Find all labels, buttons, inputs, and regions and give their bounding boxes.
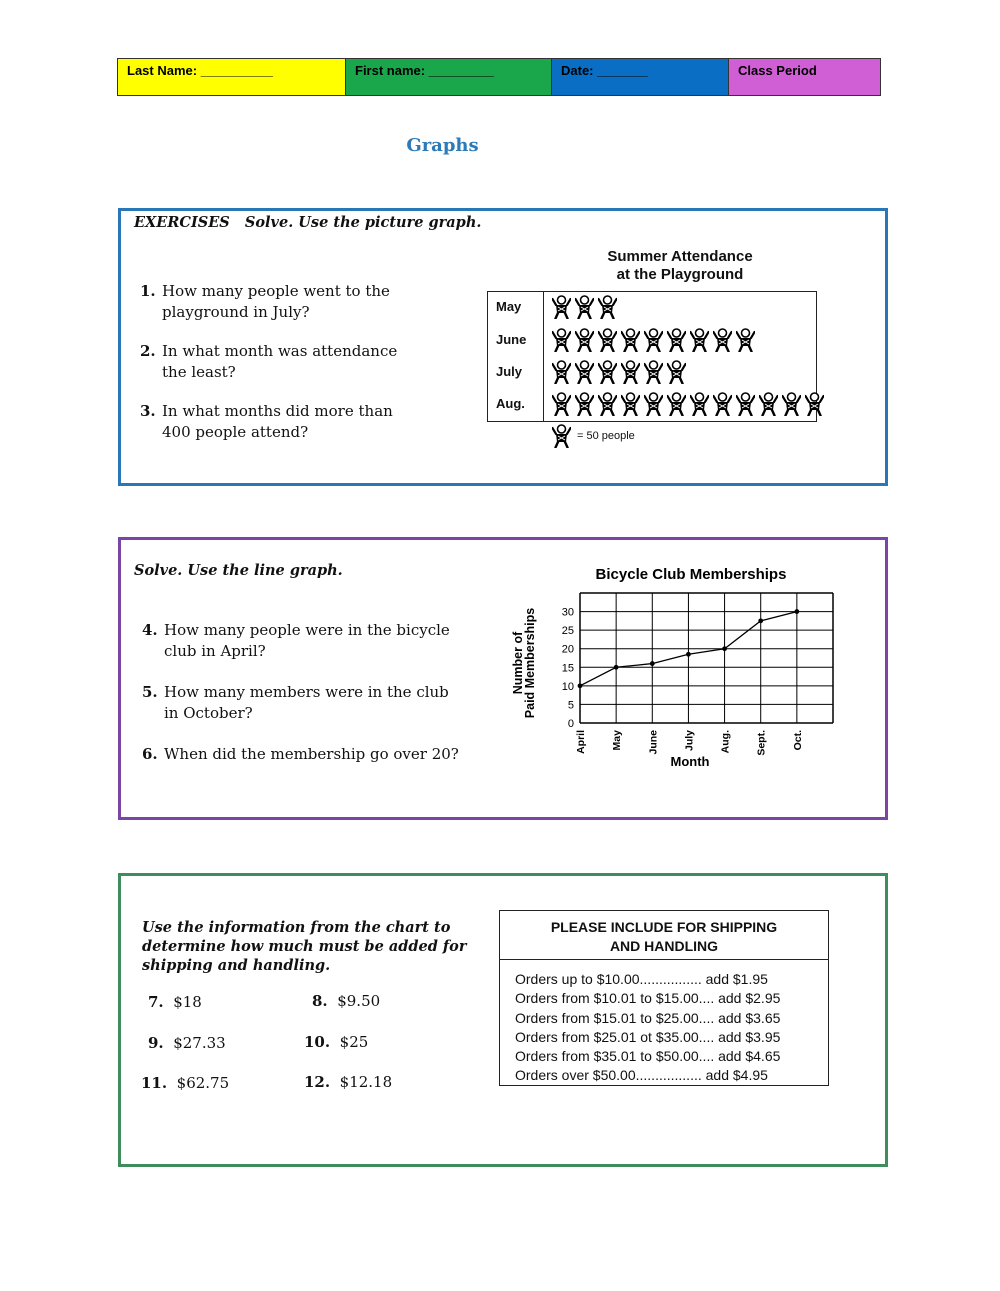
pictograph-figures bbox=[552, 360, 686, 384]
data-point bbox=[758, 618, 763, 623]
shipping-table-rows bbox=[500, 960, 828, 1086]
pictograph bbox=[487, 291, 817, 422]
y-axis-ticks bbox=[562, 607, 574, 730]
person-icon bbox=[552, 424, 571, 448]
date-field[interactable]: Date: _______ bbox=[552, 59, 729, 95]
section1-instruction bbox=[134, 214, 481, 231]
header-line: PLEASE INCLUDE FOR SHIPPING bbox=[550, 919, 778, 935]
problem-10 bbox=[304, 1032, 368, 1053]
person-icon bbox=[575, 392, 594, 416]
person-icon bbox=[667, 328, 686, 352]
person-icon bbox=[644, 392, 663, 416]
person-icon bbox=[598, 328, 617, 352]
problem-value: $62.75 bbox=[176, 1074, 230, 1092]
question-text: When did the membership go over 20? bbox=[164, 745, 459, 763]
question-text: How many people went to the bbox=[162, 282, 390, 300]
question-1 bbox=[140, 281, 390, 323]
x-tick-label: Oct. bbox=[791, 730, 804, 751]
y-tick-label: 15 bbox=[561, 662, 574, 675]
problem-value: $25 bbox=[339, 1033, 369, 1051]
y-axis-label-line1: Number of bbox=[511, 631, 525, 695]
question-5 bbox=[142, 682, 449, 724]
question-4 bbox=[142, 620, 450, 662]
person-icon bbox=[575, 360, 594, 384]
section3-instruction bbox=[142, 918, 466, 975]
person-icon bbox=[552, 360, 571, 384]
person-icon bbox=[621, 360, 640, 384]
pictograph-figures bbox=[552, 392, 824, 416]
x-axis-label: Month bbox=[670, 754, 710, 769]
pictograph-title-line2: at the Playground bbox=[616, 266, 744, 283]
first-name-field[interactable]: First name: _________ bbox=[346, 59, 552, 95]
pictograph-figures bbox=[552, 295, 617, 319]
last-name-field[interactable]: Last Name: __________ bbox=[118, 59, 346, 95]
problem-11 bbox=[141, 1073, 229, 1094]
instruction-text: Solve. Use the picture graph. bbox=[244, 214, 482, 231]
data-point bbox=[686, 652, 691, 657]
pictograph-title bbox=[560, 248, 800, 284]
y-tick-label: 5 bbox=[567, 699, 574, 712]
question-text: In what month was attendance bbox=[162, 342, 398, 360]
problem-9 bbox=[148, 1033, 226, 1054]
question-number: 3. bbox=[140, 402, 156, 420]
problem-value: $12.18 bbox=[339, 1073, 393, 1091]
page-title: Graphs bbox=[406, 135, 479, 156]
person-icon bbox=[736, 328, 755, 352]
pictograph-row-july bbox=[488, 357, 816, 389]
exercises-label: EXERCISES bbox=[134, 214, 230, 231]
problem-7 bbox=[148, 992, 202, 1013]
problem-number: 12. bbox=[304, 1073, 331, 1091]
question-text: How many members were in the club bbox=[164, 683, 449, 701]
x-tick-label: May bbox=[611, 730, 624, 751]
x-tick-label: Sept. bbox=[755, 730, 768, 756]
person-icon bbox=[575, 328, 594, 352]
problem-number: 8. bbox=[312, 992, 328, 1010]
month-label: Aug. bbox=[496, 396, 525, 411]
instruction-line: Use the information from the chart to bbox=[142, 919, 451, 936]
question-3 bbox=[140, 401, 393, 443]
shipping-row: Orders over $50.00................. add $4.95 bbox=[515, 1067, 768, 1084]
person-icon bbox=[690, 328, 709, 352]
person-icon bbox=[644, 360, 663, 384]
pictograph-row-may bbox=[488, 292, 816, 324]
person-icon bbox=[805, 392, 824, 416]
question-text: in October? bbox=[164, 704, 253, 722]
pictograph-legend bbox=[552, 424, 635, 448]
question-6 bbox=[142, 744, 459, 765]
y-tick-label: 10 bbox=[561, 680, 574, 693]
person-icon bbox=[598, 392, 617, 416]
person-icon bbox=[552, 328, 571, 352]
shipping-row: Orders from $25.01 ot $35.00.... add $3.95 bbox=[515, 1028, 781, 1045]
student-info-header bbox=[117, 58, 881, 96]
y-tick-label: 0 bbox=[567, 718, 574, 730]
problem-value: $27.33 bbox=[173, 1034, 226, 1052]
section2-instruction: Solve. Use the line graph. bbox=[134, 562, 343, 579]
person-icon bbox=[598, 360, 617, 384]
person-icon bbox=[736, 392, 755, 416]
data-point bbox=[722, 646, 727, 651]
pictograph-row-june bbox=[488, 325, 816, 357]
person-icon bbox=[644, 328, 663, 352]
month-label: May bbox=[496, 299, 522, 314]
header-line: AND HANDLING bbox=[609, 938, 719, 954]
instruction-line: shipping and handling. bbox=[142, 957, 331, 974]
shipping-table bbox=[499, 910, 829, 1086]
pictograph-title-line1: Summer Attendance bbox=[607, 248, 753, 265]
person-icon bbox=[690, 392, 709, 416]
shipping-row: Orders from $35.01 to $50.00.... add $4.65 bbox=[515, 1048, 781, 1065]
x-axis-ticks bbox=[575, 730, 804, 756]
question-number: 2. bbox=[140, 342, 156, 360]
month-label: July bbox=[496, 364, 523, 379]
line-chart-title: Bicycle Club Memberships bbox=[595, 566, 787, 583]
shipping-row: Orders up to $10.00................ add $1.95 bbox=[515, 971, 768, 987]
person-icon bbox=[552, 392, 571, 416]
question-text: In what months did more than bbox=[162, 402, 393, 420]
line-chart bbox=[500, 560, 850, 775]
problem-number: 7. bbox=[148, 993, 164, 1011]
question-number: 5. bbox=[142, 683, 158, 701]
person-icon bbox=[759, 392, 778, 416]
data-point bbox=[578, 683, 583, 688]
month-label: June bbox=[496, 332, 527, 347]
data-point bbox=[794, 609, 799, 614]
question-number: 1. bbox=[140, 282, 156, 300]
problem-8 bbox=[312, 991, 380, 1012]
problem-number: 11. bbox=[141, 1074, 168, 1092]
pictograph-row-aug bbox=[488, 389, 816, 421]
problem-number: 9. bbox=[148, 1034, 164, 1052]
person-icon bbox=[598, 295, 617, 319]
problem-value: $18 bbox=[173, 993, 202, 1011]
person-icon bbox=[713, 328, 732, 352]
pictograph-figures bbox=[552, 328, 755, 352]
shipping-table-header bbox=[500, 911, 828, 960]
person-icon bbox=[575, 295, 594, 319]
x-tick-label: June bbox=[647, 730, 660, 755]
data-point bbox=[650, 661, 655, 666]
person-icon bbox=[667, 360, 686, 384]
x-tick-label: April bbox=[575, 730, 587, 754]
question-text: 400 people attend? bbox=[162, 423, 309, 441]
question-text: playground in July? bbox=[162, 303, 310, 321]
person-icon bbox=[552, 295, 571, 319]
question-text: How many people were in the bicycle bbox=[164, 621, 450, 639]
shipping-row: Orders from $15.01 to $25.00.... add $3.65 bbox=[515, 1009, 781, 1026]
class-period-field[interactable]: Class Period bbox=[729, 59, 880, 95]
y-tick-label: 30 bbox=[561, 606, 574, 619]
y-tick-label: 20 bbox=[561, 643, 574, 656]
person-icon bbox=[621, 392, 640, 416]
question-number: 4. bbox=[142, 621, 158, 639]
question-2 bbox=[140, 341, 397, 383]
x-tick-label: July bbox=[683, 730, 696, 752]
y-axis-label-line2: Paid Memberships bbox=[523, 607, 537, 719]
question-number: 6. bbox=[142, 745, 158, 763]
person-icon bbox=[713, 392, 732, 416]
problem-value: $9.50 bbox=[337, 992, 381, 1010]
problem-number: 10. bbox=[304, 1033, 331, 1051]
shipping-row: Orders from $10.01 to $15.00.... add $2.95 bbox=[515, 990, 781, 1007]
person-icon bbox=[621, 328, 640, 352]
y-tick-label: 25 bbox=[561, 625, 574, 638]
data-point bbox=[614, 665, 619, 670]
person-icon bbox=[782, 392, 801, 416]
x-tick-label: Aug. bbox=[719, 730, 732, 754]
problem-12 bbox=[304, 1072, 392, 1093]
person-icon bbox=[667, 392, 686, 416]
question-text: the least? bbox=[162, 363, 236, 381]
instruction-line: determine how much must be added for bbox=[142, 938, 467, 955]
legend-text: = 50 people bbox=[577, 430, 635, 442]
question-text: club in April? bbox=[164, 642, 266, 660]
